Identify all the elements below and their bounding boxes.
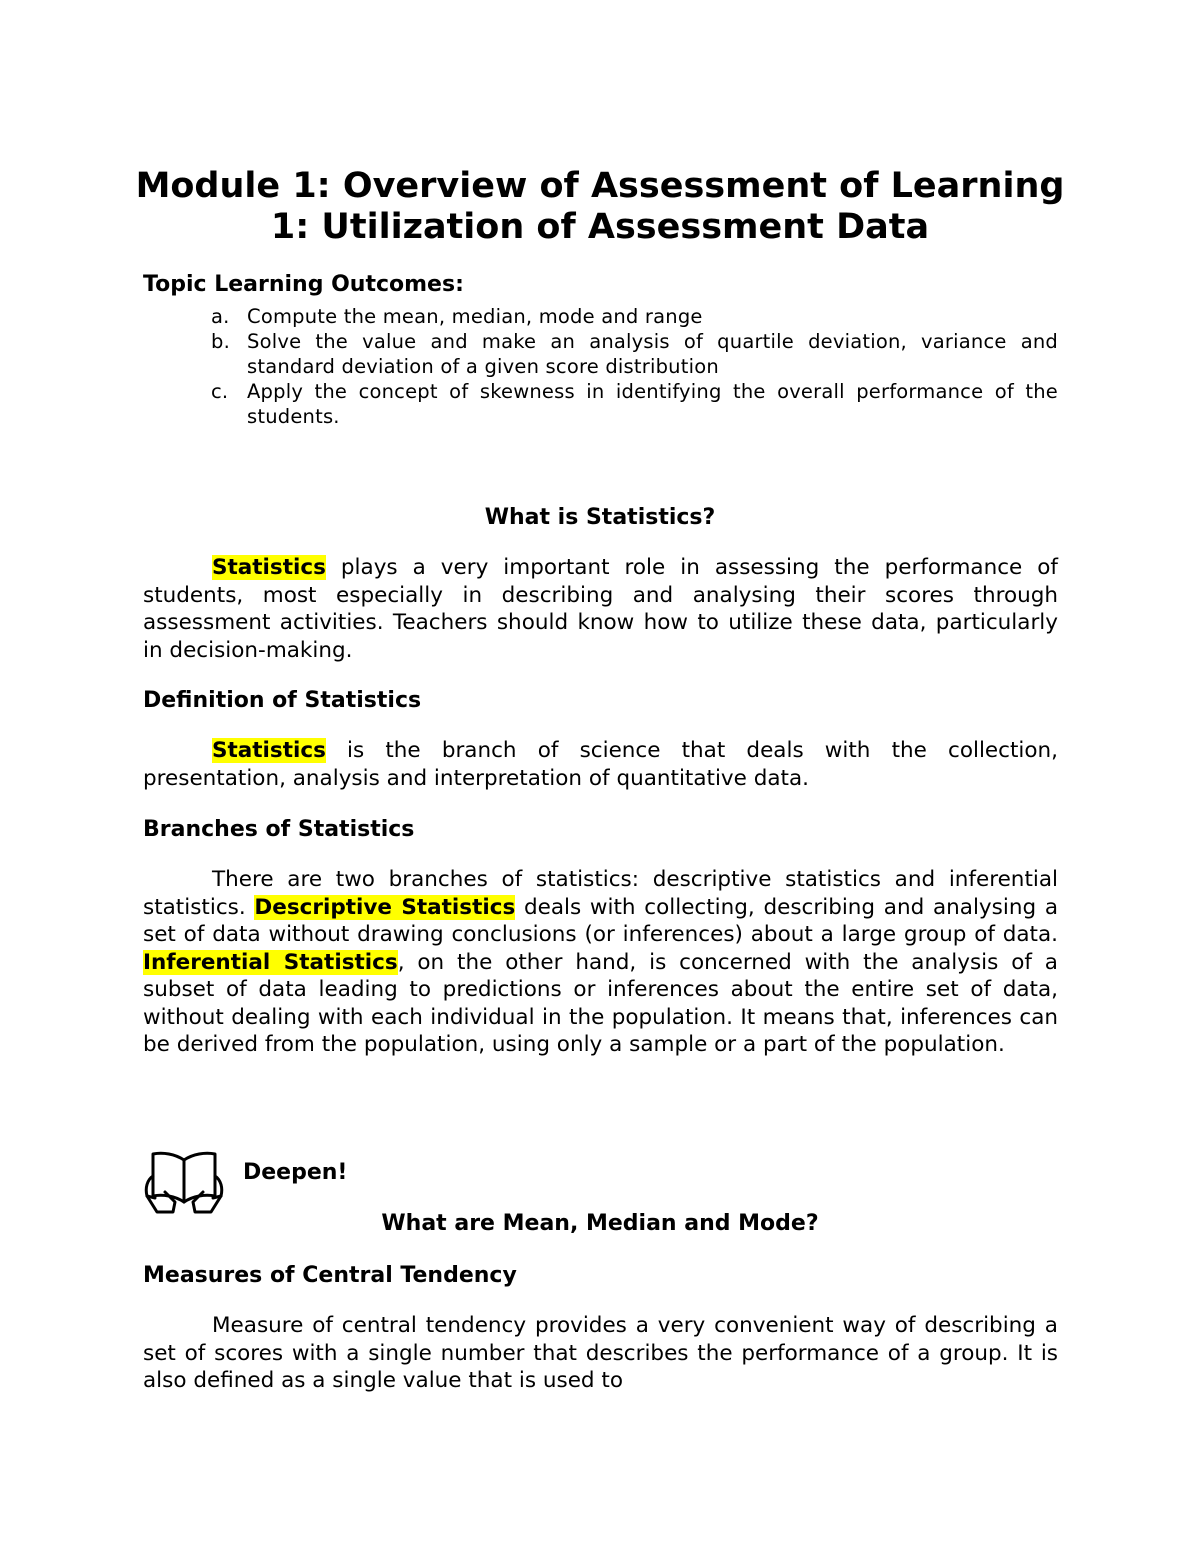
- deepen-label: Deepen!: [243, 1160, 348, 1185]
- outcome-item: [143, 304, 1058, 329]
- outcome-label: c.: [211, 380, 229, 403]
- title-line-2: 1: Utilization of Assessment Data: [270, 207, 930, 247]
- outcomes-list: [143, 304, 1058, 429]
- highlight-term: Inferential Statistics: [143, 949, 398, 975]
- mean-median-mode-heading: What are Mean, Median and Mode?: [381, 1211, 819, 1236]
- outcome-item: [143, 379, 1058, 429]
- outcome-text: Compute the mean, median, mode and range: [247, 305, 703, 328]
- title-line-1: Module 1: Overview of Assessment of Learning: [135, 166, 1065, 206]
- outcome-item: [143, 329, 1058, 379]
- central-tendency-heading: Measures of Central Tendency: [143, 1263, 517, 1288]
- outcome-text: Solve the value and make an analysis of quartile deviation, variance and standard deviation of a given score distribution: [247, 330, 1058, 378]
- page-title: [100, 166, 1100, 248]
- outcome-label: b.: [211, 330, 230, 353]
- highlight-term: Statistics: [212, 738, 326, 763]
- outcome-text: Apply the concept of skewness in identifying the overall performance of the students.: [247, 380, 1058, 428]
- highlight-term: Statistics: [212, 555, 326, 580]
- definition-paragraph: Statistics is the branch of science that deals with the collection, presentation, analysis and interpretation of quantitative data.: [143, 738, 1058, 791]
- what-is-statistics-heading: What is Statistics?: [484, 505, 716, 530]
- highlight-term: Descriptive Statistics: [254, 894, 516, 920]
- outcome-label: a.: [211, 305, 230, 328]
- central-tendency-paragraph: Measure of central tendency provides a very convenient way of describing a set of scores with a single number that describes the performance of a group. It is also defined as a single value that is used to: [143, 1313, 1058, 1393]
- branches-heading: Branches of Statistics: [143, 817, 415, 842]
- branches-paragraph: There are two branches of statistics: descriptive statistics and inferential statistics. Descriptive Statistics deals with collecting, describing and analysing a set of data without drawing conclusions (or inferences) about a large group of data. Inferential Statistics, on the other hand, is concerned with the analysis of a subset of data leading to predictions or inferences about the entire set of data, without dealing with each individual in the population. It means that, inferences can be derived from the population, using only a sample or a part of the population.: [143, 867, 1058, 1057]
- outcomes-heading: Topic Learning Outcomes:: [143, 272, 464, 297]
- definition-heading: Definition of Statistics: [143, 688, 422, 713]
- what-is-statistics-paragraph: Statistics plays a very important role in assessing the performance of students, most especially in describing and analysing their scores through assessment activities. Teachers should know how to utilize these data, particularly in decision-making.: [143, 555, 1058, 663]
